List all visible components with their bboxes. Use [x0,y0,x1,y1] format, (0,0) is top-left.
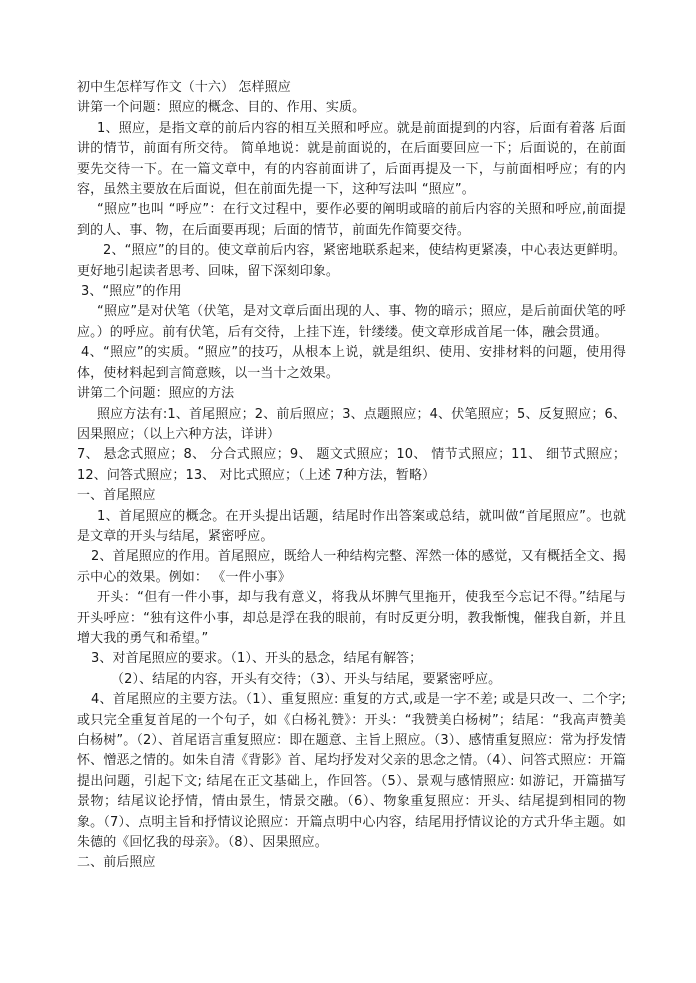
paragraph-requirements: 3、对首尾照应的要求。（1）、开头的悬念，结尾有解答； [91,651,423,667]
document-title: 初中生怎样写作文（十六） 怎样照应 [77,80,291,95]
lecture-2-heading: 讲第二个问题：照应的方法 [77,386,235,402]
paragraph-function: “照应”是对伏笔（伏笔，是对文章后面出现的人、事、物的暗示；照应，是后前面伏笔的呼应。）的呼应。前有伏笔，后有交待，上挂下连，针缕缕。使文章形成首尾一体，融会贯通。 [77,304,626,340]
paragraph-methods-more: 7、 悬念式照应；8、 分合式照应；9、 题文式照应；10、 情节式照应；11、 细节式照应；12、问答式照应；13、 对比式照应；（上述 7种方法，暂略） [77,447,626,483]
paragraph-alias: “照应”也叫 “呼应”：在行文过程中，要作必要的阐明或暗的前后内容的关照和呼应,前面提到的人、事、物，在后面要再现；后面的情节，前面先作简要交待。 [77,202,626,238]
lecture-1-heading: 讲第一个问题：照应的概念、目的、作用、实质。 [77,100,366,116]
paragraph-main-methods: 4、首尾照应的主要方法。（1）、重复照应: 重复的方式,或是一字不差; 或是只改一、二个字;或只完全重复首尾的一个句子，如《白杨礼赞》：开头：“我赞美白杨树”；结尾：“我高声赞美白杨树”。（2）、首尾语言重复照应：即在题意、主旨上照应。（3）、感情重复照应：常为抒发情怀、憎恶之情的。如朱自清《背影》首、尾均抒发对父亲的思念之情。（4）、问答式照应：开篇提出问题，引起下文; 结尾在正文基础上，作回答。（5）、景观与感情照应: 如游记，开篇描写景物；结尾议论抒情，情由景生，情景交融。（6）、物象重复照应：开头、结尾提到相同的物象。（7）、点明主旨和抒情议论照应：开篇点明中心内容，结尾用抒情议论的方式升华主题。如朱德的《回忆我的母亲》。（8）、因果照应。 [77,692,626,851]
paragraph-head-tail-concept: 1、首尾照应的概念。在开头提出话题，结尾时作出答案或总结，就叫做“首尾照应”。也就是文章的开头与结尾，紧密呼应。 [77,508,626,544]
paragraph-purpose: 2、“照应”的目的。使文章前后内容，紧密地联系起来，使结构更紧凑，中心表达更鲜明。更好地引起读者思考、回味，留下深刻印象。 [77,243,626,279]
paragraph-requirements-cont: （2）、结尾的内容，开头有交待；（3）、开头与结尾，要紧密呼应。 [111,671,502,687]
section-1-heading: 一、首尾照应 [77,488,156,504]
section-2-heading: 二、前后照应 [77,855,156,871]
paragraph-function-heading: 3、“照应”的作用 [81,284,182,300]
paragraph-definition: 1、照应，是指文章的前后内容的相互关照和呼应。就是前面提到的内容，后面有着落 后面讲的情节，前面有所交待。 简单地说：就是前面说的，在后面要回应一下；后面说的，在前面要先交待一下。在一篇文章中，有的内容前面讲了，后面再提及一下，与前面相呼应；有的内容，虽然主要放在后面说，但在前面先提一下，这种写法叫 “照应”。 [77,120,626,198]
paragraph-essence: 4、“照应”的实质。“照应”的技巧，从根本上说，就是组织、使用、安排材料的问题，使用得体，使材料起到言简意赅，以一当十之效果。 [77,345,626,381]
paragraph-methods-list: 照应方法有:1、首尾照应；2、前后照应；3、点题照应；4、伏笔照应；5、反复照应；6、因果照应；（以上六种方法，详讲） [77,406,626,442]
paragraph-example: 开头：“但有一件小事，却与我有意义，将我从坏脾气里拖开，使我至今忘记不得。”结尾与开头呼应：“独有这件小事，却总是浮在我的眼前，有时反更分明，教我惭愧，催我自新，并且增大我的勇气和希望。” [77,590,626,646]
paragraph-head-tail-effect: 2、首尾照应的作用。首尾照应，既给人一种结构完整、浑然一体的感觉，又有概括全文、揭示中心的效果。例如： 《一件小事》 [77,549,626,585]
